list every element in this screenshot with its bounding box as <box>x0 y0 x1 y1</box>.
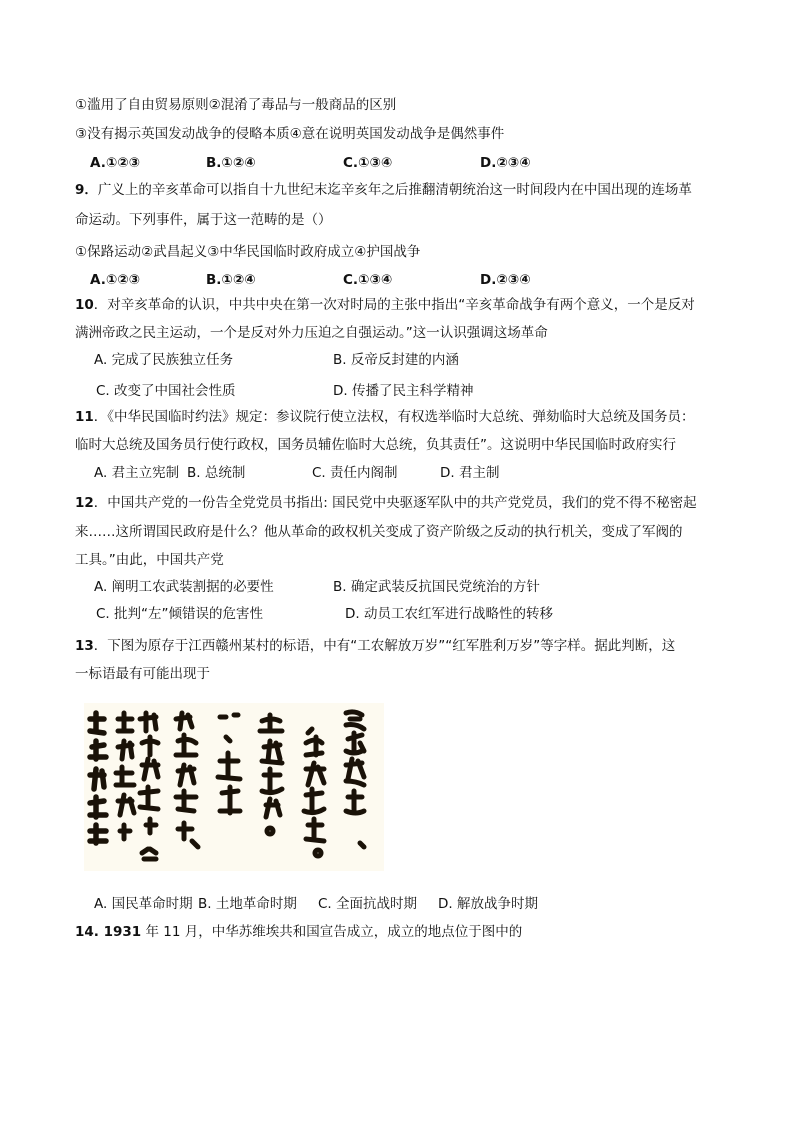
q9-stem-line-1 <box>75 180 692 200</box>
slogan-calligraphy-image <box>84 703 384 871</box>
q10-stem-line-1 <box>75 295 695 315</box>
q11-option-d: D. 君主制 <box>440 465 500 481</box>
q8-option-a: A.①②③ <box>90 155 141 171</box>
q10-option-b: B. 反帝反封建的内涵 <box>333 352 459 368</box>
q12-text-1: ．中国共产党的一份告全党党员书指出: 国民党中央驱逐军队中的共产党党员，我们的党不得不秘密起 <box>93 495 697 511</box>
q13-number: 13 <box>75 638 94 654</box>
q10-text-1: ．对辛亥革命的认识，中共中央在第一次对时局的主张中指出“辛亥革命战争有两个意义，一个是反对 <box>93 297 695 313</box>
q9-option-d: D.②③④ <box>480 272 531 288</box>
q8-option-b: B.①②④ <box>206 155 256 171</box>
q11-stem-line-2: 临时大总统及国务员行使行政权，国务员辅佐临时大总统，负其责任”。这说明中华民国临时政府实行 <box>75 437 676 453</box>
q8-statement-line-2: ③没有揭示英国发动战争的侵略本质④意在说明英国发动战争是偶然事件 <box>75 126 505 142</box>
q9-text-1: 广义上的辛亥革命可以指自十九世纪末迄辛亥年之后推翻清朝统治这一时间段内在中国出现的连场革 <box>97 182 692 198</box>
q10-stem-line-2: 满洲帝政之民主运动，一个是反对外力压迫之自强运动。”这一认识强调这场革命 <box>75 325 548 341</box>
q13-text-1: ．下图为原存于江西赣州某村的标语，中有“工农解放万岁”“红军胜利万岁”等字样。据此判断，这 <box>93 638 676 654</box>
q11-option-c: C. 责任内阁制 <box>312 465 398 481</box>
q12-stem-line-1 <box>75 493 697 513</box>
q11-number: 11 <box>75 409 94 425</box>
q9-items: ①保路运动②武昌起义③中华民国临时政府成立④护国战争 <box>75 244 421 260</box>
q13-option-d: D. 解放战争时期 <box>438 896 538 912</box>
q9-option-c: C.①③④ <box>343 272 393 288</box>
q8-statement-line-1: ①滥用了自由贸易原则②混淆了毒品与一般商品的区别 <box>75 97 397 113</box>
q9-option-a: A.①②③ <box>90 272 141 288</box>
q11-text-1: ．《中华民国临时约法》规定：参议院行使立法权，有权选举临时大总统、弹劾临时大总统及国务员： <box>93 409 695 425</box>
q12-option-a: A. 阐明工农武装割据的必要性 <box>94 579 274 595</box>
q13-stem-line-2: 一标语最有可能出现于 <box>75 666 210 682</box>
q13-stem-line-1 <box>75 636 675 656</box>
q8-option-c: C.①③④ <box>343 155 393 171</box>
q13-option-c: C. 全面抗战时期 <box>318 896 418 912</box>
q14-text-1: 年 11 月，中华苏维埃共和国宣告成立，成立的地点位于图中的 <box>141 924 523 940</box>
q11-option-b: B. 总统制 <box>187 465 246 481</box>
q11-option-a: A. 君主立宪制 <box>94 465 180 481</box>
q12-option-c: C. 批判“左”倾错误的危害性 <box>96 606 263 622</box>
q13-option-a: A. 国民革命时期 <box>94 896 193 912</box>
q10-option-d: D. 传播了民主科学精神 <box>333 383 474 399</box>
q12-stem-line-3: 工具。”由此，中国共产党 <box>75 552 224 568</box>
q14-number: 14. 1931 <box>75 924 142 940</box>
q12-stem-line-2: 来……这所谓国民政府是什么？他从革命的政权机关变成了资产阶级之反动的执行机关，变成了军阀的 <box>75 524 683 540</box>
q10-number: 10 <box>75 297 94 313</box>
q10-option-a: A. 完成了民族独立任务 <box>94 352 234 368</box>
q9-stem-line-2: 命运动。下列事件，属于这一范畴的是（） <box>75 212 332 228</box>
q12-option-b: B. 确定武装反抗国民党统治的方针 <box>333 579 540 595</box>
q8-option-d: D.②③④ <box>480 155 531 171</box>
q12-option-d: D. 动员工农红军进行战略性的转移 <box>345 606 553 622</box>
q12-number: 12 <box>75 495 94 511</box>
q11-stem-line-1 <box>75 407 695 427</box>
q14-stem <box>75 922 522 942</box>
q10-option-c: C. 改变了中国社会性质 <box>96 383 236 399</box>
q13-option-b: B. 土地革命时期 <box>198 896 297 912</box>
q9-option-b: B.①②④ <box>206 272 256 288</box>
q9-number: 9． <box>75 182 98 198</box>
